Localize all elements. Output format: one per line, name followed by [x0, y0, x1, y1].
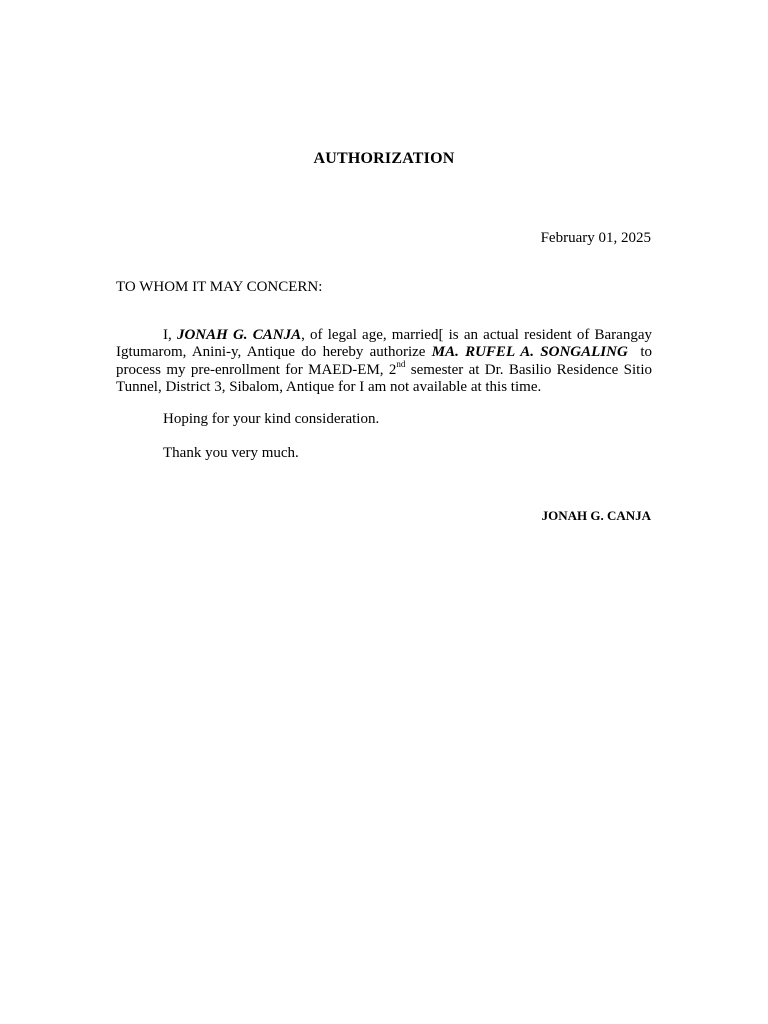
body-text-2: to process my pre-enrollment for MAED-EM, 2 [116, 344, 656, 378]
principal-name: JONAH G. CANJA [176, 327, 302, 343]
closing-line-thanks: Thank you very much. [163, 445, 299, 461]
document-title: AUTHORIZATION [313, 150, 455, 167]
intro-text: I, [163, 327, 177, 343]
agent-name: MA. RUFEL A. SONGALING [431, 344, 628, 361]
letter-date: February 01, 2025 [540, 230, 651, 246]
salutation: TO WHOM IT MAY CONCERN: [116, 279, 323, 295]
ordinal-suffix: nd [396, 358, 406, 369]
body-text-3: semester at Dr. Basilio Residence Sitio Tunnel, District 3, Sibalom, Antique for I am not available at this time. [116, 361, 653, 395]
closing-line-consideration: Hoping for your kind consideration. [163, 411, 380, 427]
body-text-1: , of legal age, married[ is an actual resident of Barangay Igtumarom, Anini-y, Antique do hereby authorize [116, 327, 652, 361]
authorization-paragraph [116, 327, 656, 396]
signature-name: JONAH G. CANJA [541, 508, 651, 523]
